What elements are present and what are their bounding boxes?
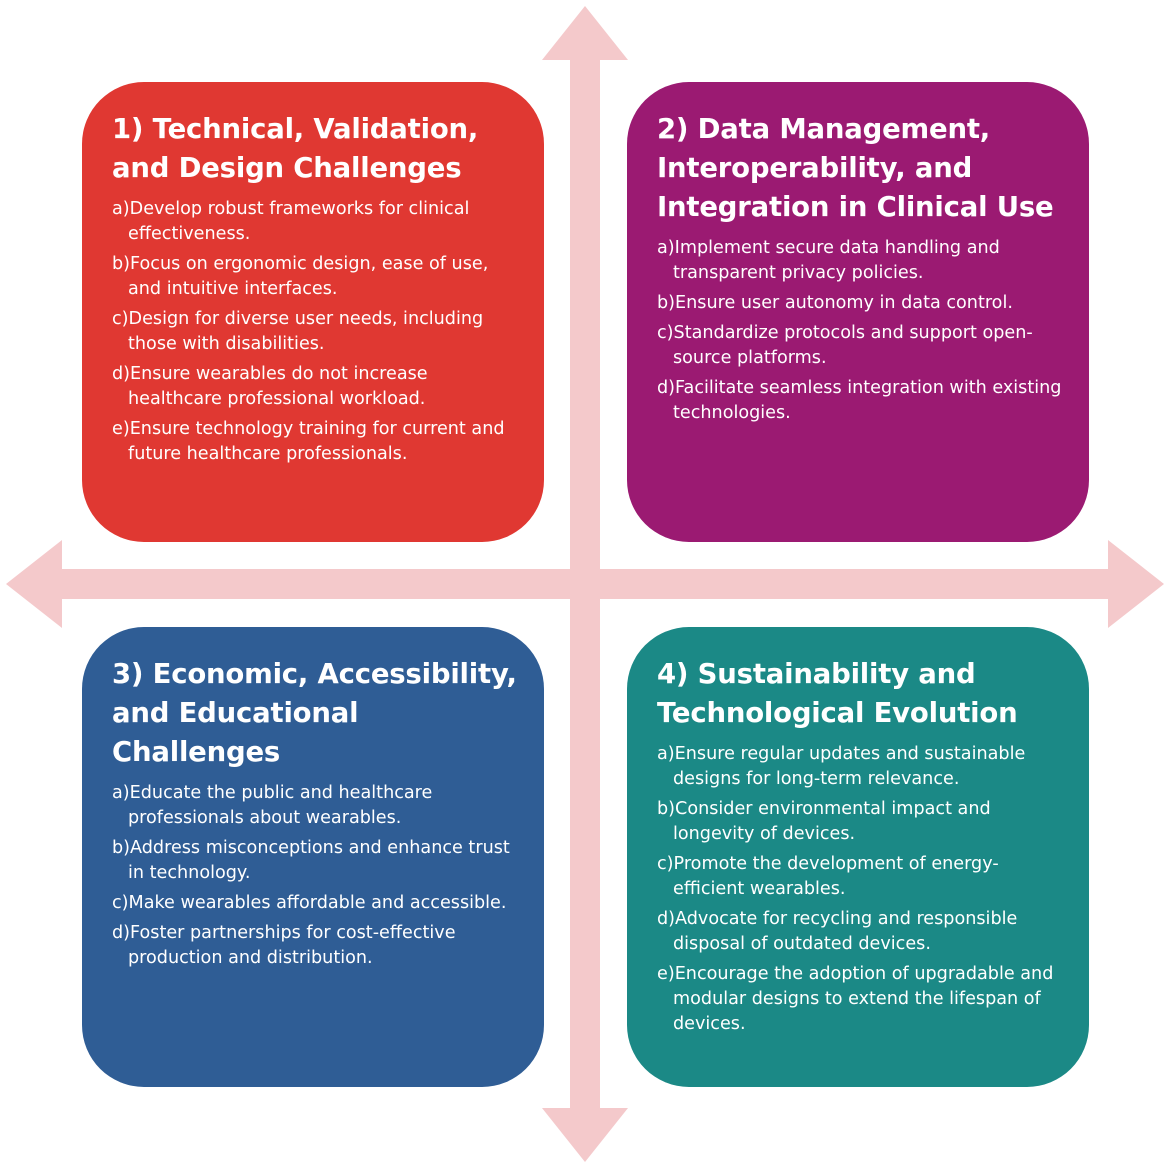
list-item: b)Address misconceptions and enhance trust in technology. bbox=[112, 838, 510, 883]
list-item: d)Facilitate seamless integration with existing technologies. bbox=[657, 378, 1062, 423]
list-item: c)Standardize protocols and support open-source platforms. bbox=[657, 323, 1033, 368]
quadrant-economic-accessibility-educational bbox=[82, 627, 544, 1087]
quadrant-item-list bbox=[657, 742, 1063, 1037]
list-item: c)Promote the development of energy-efficient wearables. bbox=[657, 854, 999, 899]
list-item: b)Ensure user autonomy in data control. bbox=[657, 293, 1013, 313]
list-item: b)Focus on ergonomic design, ease of use, and intuitive interfaces. bbox=[112, 254, 489, 299]
list-item: a)Ensure regular updates and sustainable designs for long-term relevance. bbox=[657, 744, 1026, 789]
list-item: c)Make wearables affordable and accessible. bbox=[112, 893, 507, 913]
quadrant-sustainability-evolution bbox=[627, 627, 1089, 1087]
list-item: b)Consider environmental impact and longevity of devices. bbox=[657, 799, 991, 844]
list-item: d)Advocate for recycling and responsible disposal of outdated devices. bbox=[657, 909, 1018, 954]
quadrant-title: 4) Sustainability and Technological Evolution bbox=[657, 658, 1018, 729]
quadrant-title: 3) Economic, Accessibility, and Educational Challenges bbox=[112, 658, 517, 768]
list-item: e)Ensure technology training for current and future healthcare professionals. bbox=[112, 419, 505, 464]
quadrant-item-list bbox=[112, 781, 518, 971]
quadrant-title: 1) Technical, Validation, and Design Challenges bbox=[112, 113, 479, 184]
quadrant-item-list bbox=[657, 236, 1063, 426]
list-item: a)Develop robust frameworks for clinical effectiveness. bbox=[112, 199, 470, 244]
list-item: c)Design for diverse user needs, including those with disabilities. bbox=[112, 309, 484, 354]
list-item: a)Implement secure data handling and transparent privacy policies. bbox=[657, 238, 1000, 283]
quadrant-item-list bbox=[112, 197, 518, 467]
list-item: d)Ensure wearables do not increase healthcare professional workload. bbox=[112, 364, 428, 409]
quadrant-technical-validation-design bbox=[82, 82, 544, 542]
list-item: e)Encourage the adoption of upgradable and modular designs to extend the lifespan of devices. bbox=[657, 964, 1054, 1034]
quadrant-data-management-interoperability bbox=[627, 82, 1089, 542]
quadrant-title: 2) Data Management, Interoperability, and Integration in Clinical Use bbox=[657, 113, 1054, 223]
list-item: d)Foster partnerships for cost-effective production and distribution. bbox=[112, 923, 456, 968]
list-item: a)Educate the public and healthcare professionals about wearables. bbox=[112, 783, 433, 828]
